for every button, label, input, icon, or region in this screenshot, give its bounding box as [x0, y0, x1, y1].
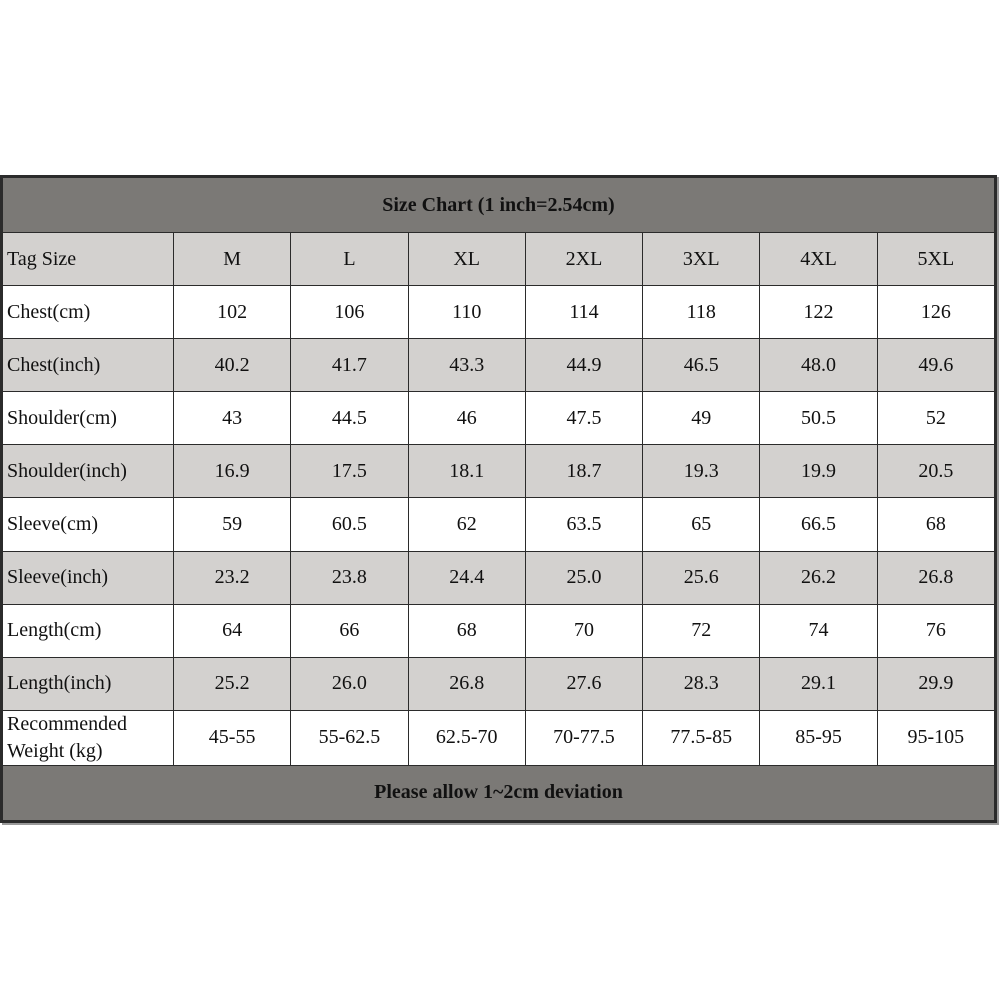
table-cell: 16.9	[174, 445, 291, 498]
table-cell: 47.5	[525, 392, 642, 445]
table-cell: 68	[408, 604, 525, 657]
table-cell: 74	[760, 604, 877, 657]
title-row	[3, 178, 995, 233]
table-cell: 60.5	[291, 498, 408, 551]
row-label: Length(cm)	[3, 604, 174, 657]
size-chart-frame	[0, 175, 997, 823]
table-cell: 44.9	[525, 339, 642, 392]
table-row	[3, 339, 995, 392]
table-cell: 102	[174, 286, 291, 339]
table-cell: 20.5	[877, 445, 994, 498]
table-cell: 27.6	[525, 657, 642, 710]
table-cell: 46.5	[643, 339, 760, 392]
table-cell: 19.9	[760, 445, 877, 498]
footer-row	[3, 765, 995, 820]
table-cell: 126	[877, 286, 994, 339]
size-header-cell: 5XL	[877, 233, 994, 286]
size-header-cell: XL	[408, 233, 525, 286]
table-cell: 76	[877, 604, 994, 657]
table-cell: 65	[643, 498, 760, 551]
table-cell: 64	[174, 604, 291, 657]
table-row	[3, 710, 995, 765]
row-label: Recommended Weight (kg)	[3, 710, 174, 765]
table-cell: 25.2	[174, 657, 291, 710]
table-cell: 45-55	[174, 710, 291, 765]
table-cell: 18.7	[525, 445, 642, 498]
table-cell: 23.8	[291, 551, 408, 604]
table-cell: 25.0	[525, 551, 642, 604]
table-row	[3, 392, 995, 445]
table-cell: 43	[174, 392, 291, 445]
size-header-cell: 3XL	[643, 233, 760, 286]
row-label: Sleeve(cm)	[3, 498, 174, 551]
row-label: Length(inch)	[3, 657, 174, 710]
table-cell: 41.7	[291, 339, 408, 392]
size-header-cell: 4XL	[760, 233, 877, 286]
deviation-note: Please allow 1~2cm deviation	[3, 765, 995, 820]
table-cell: 40.2	[174, 339, 291, 392]
chart-title: Size Chart (1 inch=2.54cm)	[3, 178, 995, 233]
table-cell: 49	[643, 392, 760, 445]
table-cell: 122	[760, 286, 877, 339]
table-cell: 62.5-70	[408, 710, 525, 765]
table-cell: 77.5-85	[643, 710, 760, 765]
table-cell: 114	[525, 286, 642, 339]
size-header-cell: M	[174, 233, 291, 286]
size-header-cell: L	[291, 233, 408, 286]
table-cell: 70-77.5	[525, 710, 642, 765]
table-cell: 24.4	[408, 551, 525, 604]
table-cell: 46	[408, 392, 525, 445]
table-cell: 25.6	[643, 551, 760, 604]
table-cell: 17.5	[291, 445, 408, 498]
table-cell: 43.3	[408, 339, 525, 392]
table-cell: 49.6	[877, 339, 994, 392]
table-cell: 85-95	[760, 710, 877, 765]
table-cell: 70	[525, 604, 642, 657]
table-cell: 52	[877, 392, 994, 445]
table-row	[3, 445, 995, 498]
table-cell: 59	[174, 498, 291, 551]
table-row	[3, 498, 995, 551]
table-cell: 48.0	[760, 339, 877, 392]
row-label: Sleeve(inch)	[3, 551, 174, 604]
table-cell: 118	[643, 286, 760, 339]
table-cell: 68	[877, 498, 994, 551]
table-cell: 110	[408, 286, 525, 339]
table-cell: 106	[291, 286, 408, 339]
table-cell: 44.5	[291, 392, 408, 445]
table-cell: 26.8	[408, 657, 525, 710]
table-cell: 26.2	[760, 551, 877, 604]
table-cell: 66.5	[760, 498, 877, 551]
table-cell: 62	[408, 498, 525, 551]
table-cell: 28.3	[643, 657, 760, 710]
size-header-cell: 2XL	[525, 233, 642, 286]
table-cell: 55-62.5	[291, 710, 408, 765]
table-cell: 63.5	[525, 498, 642, 551]
header-label-cell: Tag Size	[3, 233, 174, 286]
table-cell: 95-105	[877, 710, 994, 765]
row-label: Chest(cm)	[3, 286, 174, 339]
row-label: Shoulder(inch)	[3, 445, 174, 498]
table-cell: 50.5	[760, 392, 877, 445]
table-row	[3, 604, 995, 657]
table-cell: 72	[643, 604, 760, 657]
table-cell: 23.2	[174, 551, 291, 604]
table-cell: 18.1	[408, 445, 525, 498]
table-row	[3, 551, 995, 604]
table-cell: 29.1	[760, 657, 877, 710]
table-row	[3, 286, 995, 339]
size-chart-table	[2, 177, 995, 821]
table-cell: 19.3	[643, 445, 760, 498]
row-label: Chest(inch)	[3, 339, 174, 392]
table-cell: 29.9	[877, 657, 994, 710]
row-label: Shoulder(cm)	[3, 392, 174, 445]
table-row	[3, 657, 995, 710]
table-cell: 26.0	[291, 657, 408, 710]
header-row	[3, 233, 995, 286]
table-cell: 26.8	[877, 551, 994, 604]
table-cell: 66	[291, 604, 408, 657]
